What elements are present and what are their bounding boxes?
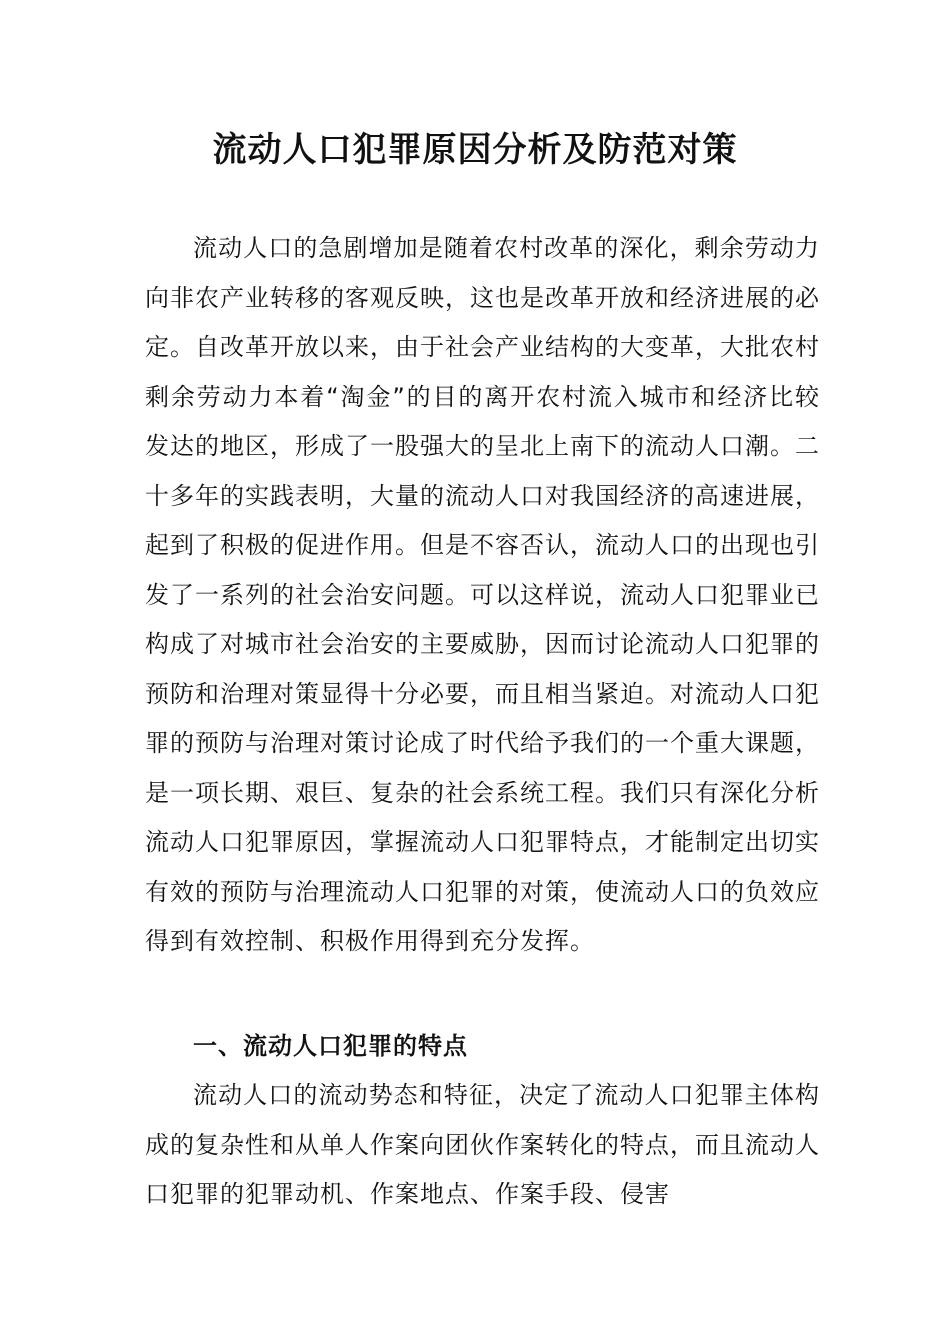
intro-paragraph: 流动人口的急剧增加是随着农村改革的深化，剩余劳动力向非农产业转移的客观反映，这也是改革开放和经济进展的必定。自改革开放以来，由于社会产业结构的大变革，大批农村剩余劳动力本着“淘金”的目的离开农村流入城市和经济比较发达的地区，形成了一股强大的呈北上南下的流动人口潮。二十多年的实践表明，大量的流动人口对我国经济的高速进展，起到了积极的促进作用。但是不容否认，流动人口的出现也引发了一系列的社会治安问题。可以这样说，流动人口犯罪业已构成了对城市社会治安的主要威胁，因而讨论流动人口犯罪的预防和治理对策显得十分必要，而且相当紧迫。对流动人口犯罪的预防与治理对策讨论成了时代给予我们的一个重大课题，是一项长期、艰巨、复杂的社会系统工程。我们只有深化分析流动人口犯罪原因，掌握流动人口犯罪特点，才能制定出切实有效的预防与治理流动人口犯罪的对策，使流动人口的负效应得到有效控制、积极作用得到充分发挥。: [145, 234, 820, 955]
section-paragraph: 流动人口的流动势态和特征，决定了流动人口犯罪主体构成的复杂性和从单人作案向团伙作案转化的特点，而且流动人口犯罪的犯罪动机、作案地点、作案手段、侵害: [145, 1081, 820, 1208]
document-title: 流动人口犯罪原因分析及防范对策: [212, 130, 738, 170]
section-heading: 一、流动人口犯罪的特点: [193, 1032, 468, 1060]
